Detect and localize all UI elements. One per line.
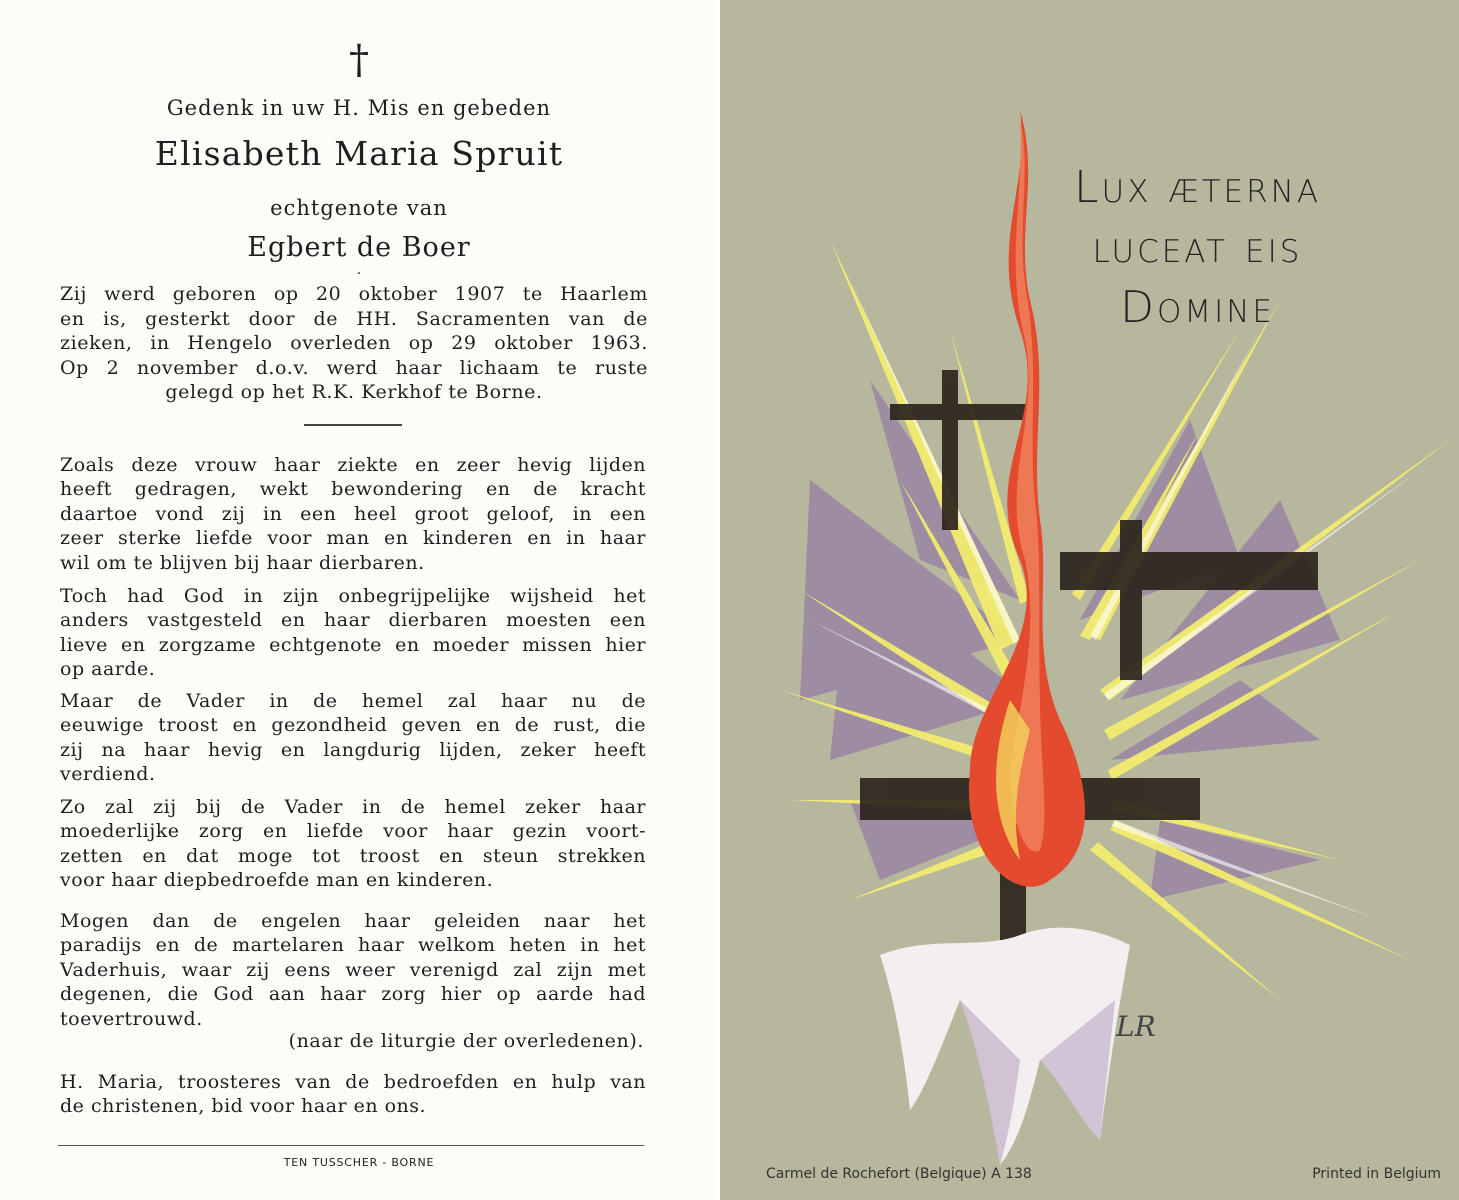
text-line: Toch had God in zijn onbegrijpelijke wijsheid het <box>60 585 646 607</box>
prayer <box>60 1070 646 1119</box>
bio-line: en is, gesterkt door de HH. Sacramenten van de <box>60 307 648 330</box>
text-line: zeer sterke liefde voor man en kinderen en in haar <box>60 527 646 550</box>
text-line: Mogen dan de engelen haar geleiden naar het <box>60 910 646 932</box>
text-line: anders vastgesteld en haar dierbaren moesten een <box>60 609 646 632</box>
text-line: lieve en zorgzame echtgenote en moeder missen hier <box>60 633 646 656</box>
text-line: degenen, die God aan haar zorg hier op aarde had <box>60 983 646 1006</box>
memorial-text-panel <box>0 0 718 1200</box>
inscription <box>1074 158 1321 338</box>
paragraph-5 <box>60 909 646 1031</box>
text-line: toevertrouwd. <box>60 1007 203 1030</box>
divider <box>304 424 402 426</box>
cross-icon: † <box>349 37 369 83</box>
paragraph-3 <box>60 689 646 787</box>
intro-line: Gedenk in uw H. Mis en gebeden <box>166 96 552 120</box>
paragraph-4 <box>60 795 646 893</box>
separator-dot: · <box>356 266 362 282</box>
spouse-label: echtgenote van <box>270 196 448 220</box>
text-line: paradijs en de martelaren haar welkom heten in het <box>60 934 646 957</box>
text-line: op aarde. <box>60 658 156 681</box>
text-line: zetten en dat moge tot troost en steun strekken <box>60 844 646 867</box>
paragraph-1 <box>60 453 646 575</box>
printer-credit: TEN TUSSCHER - BORNE <box>283 1156 435 1169</box>
inscription-line: Domine <box>1120 282 1276 333</box>
deceased-name: Elisabeth Maria Spruit <box>154 134 564 173</box>
bio-line: gelegd op het R.K. Kerkhof te Borne. <box>165 381 543 403</box>
bio-line: Zij werd geboren op 20 oktober 1907 te Haarlem <box>60 283 648 305</box>
text-line: daartoe vond zij in een heel groot geloof, in een <box>60 502 646 525</box>
text-line: voor haar diepbedroefde man en kinderen. <box>60 869 494 892</box>
text-line: de christenen, bid voor haar en ons. <box>60 1095 427 1118</box>
text-line: verdiend. <box>60 763 156 786</box>
printed-credit: Printed in Belgium <box>1312 1166 1441 1182</box>
paragraph-2 <box>60 584 646 682</box>
bio-line: Op 2 november d.o.v. werd haar lichaam te ruste <box>60 356 648 379</box>
text-line: H. Maria, troosteres van de bedroefden en hulp van <box>60 1071 646 1093</box>
text-line: Maar de Vader in de hemel zal haar nu de <box>60 690 646 712</box>
inscription-line: Lux æterna <box>1074 162 1322 213</box>
text-line: Zoals deze vrouw haar ziekte en zeer hevig lijden <box>60 454 646 476</box>
text-line: eeuwige troost en gezondheid geven en de rust, die <box>60 714 646 737</box>
text-line: zij na haar hevig en langdurig lijden, zeker heeft <box>60 738 646 761</box>
spouse-name: Egbert de Boer <box>247 232 471 263</box>
text-line: heeft gedragen, wekt bewondering en de kracht <box>60 478 646 501</box>
footer-divider <box>58 1145 644 1146</box>
bio-line: zieken, in Hengelo overleden op 29 oktober 1963. <box>60 332 648 354</box>
liturgy-quote: (naar de liturgie der overledenen). <box>288 1030 644 1052</box>
publisher-credit: Carmel de Rochefort (Belgique) A 138 <box>766 1166 1032 1182</box>
artist-signature: LR <box>1116 1010 1156 1043</box>
text-line: wil om te blijven bij haar dierbaren. <box>60 551 425 574</box>
text-line: Vaderhuis, waar zij eens weer verenigd zal zijn met <box>60 958 646 981</box>
text-line: Zo zal zij bij de Vader in de hemel zeker haar <box>60 796 646 818</box>
memorial-image-panel <box>720 0 1459 1200</box>
biography <box>60 282 648 405</box>
inscription-line: luceat eis <box>1092 222 1303 273</box>
text-line: moederlijke zorg en liefde voor haar gezin voort- <box>60 820 646 843</box>
